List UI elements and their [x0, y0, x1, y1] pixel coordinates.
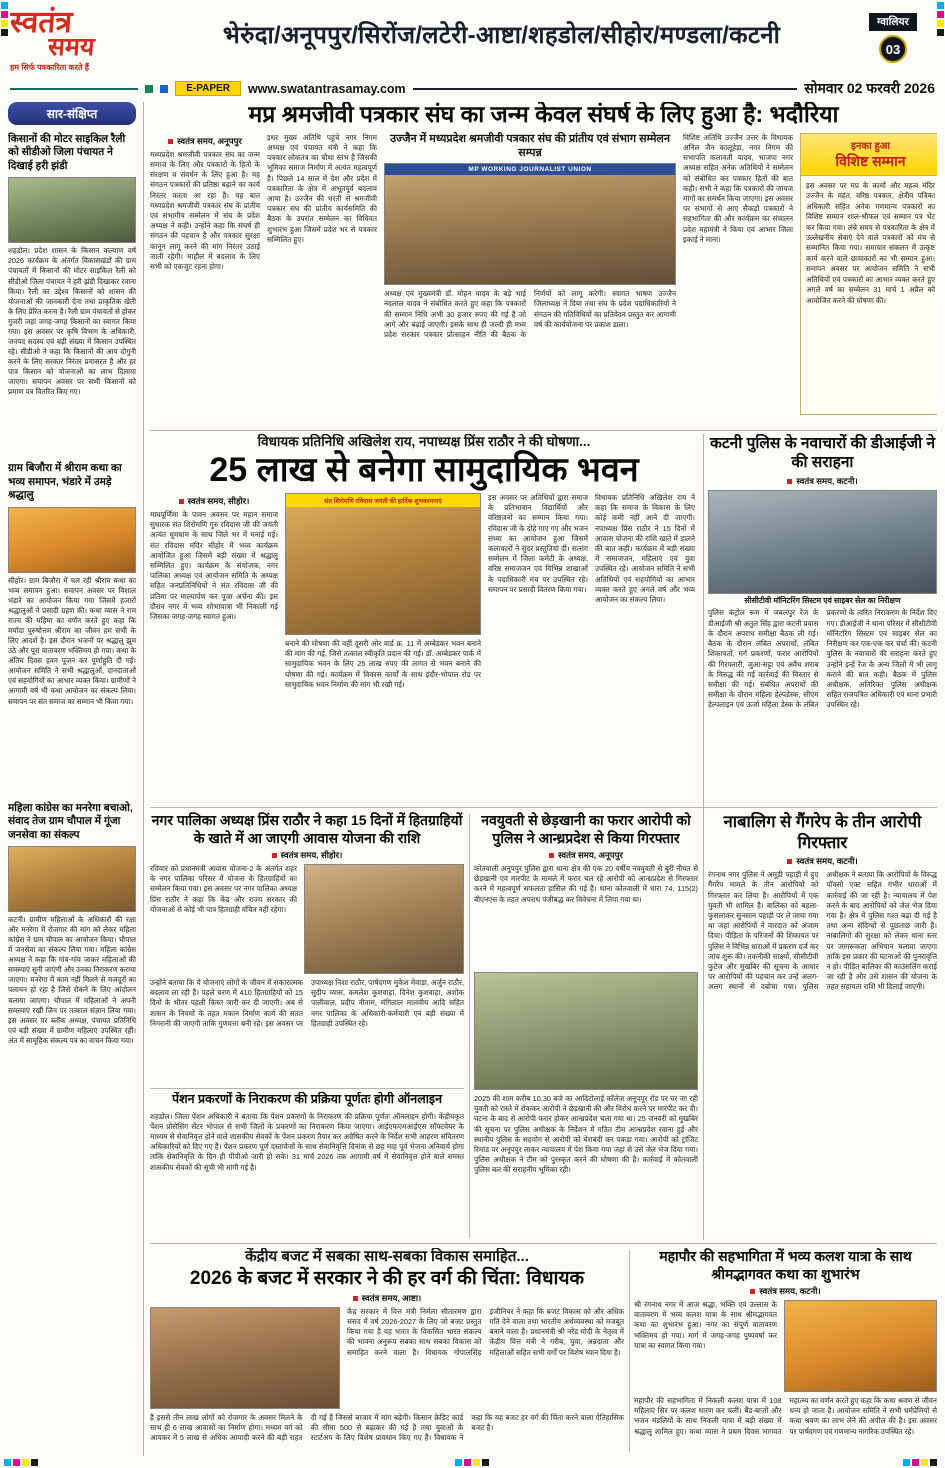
honour-box [800, 133, 937, 415]
article-photo [708, 490, 937, 594]
byline-marker-icon [272, 853, 277, 858]
sidebar-title: सार-संक्षिप्त [8, 102, 136, 125]
byline [150, 850, 464, 861]
article-photo [474, 972, 698, 1090]
article-photo [384, 163, 676, 285]
photo-banner: MP WORKING JOURNALIST UNION [385, 164, 675, 175]
article-headline: 2026 के बजट में सरकार ने की हर वर्ग की चिंता: विधायक [189, 1268, 585, 1289]
article-kalash-yatra [634, 1248, 937, 1454]
article-kicker: विधायक प्रतिनिधि अखिलेश राय, नपाध्यक्ष प्रिंस राठौर ने की घोषणा... [257, 434, 591, 449]
brief-photo [8, 846, 136, 912]
article-subhead: उज्जैन में मध्यप्रदेश श्रमजीवी पत्रकार संघ की प्रांतीय एवं संभाग सम्मेलन सम्पन्न [390, 132, 670, 159]
article-column [683, 133, 793, 415]
article-center-column [384, 133, 676, 415]
edition-label: ग्वालियर [869, 13, 917, 31]
byline-text: स्वतंत्र समय, आष्टा। [361, 1292, 422, 1303]
article-headline: कटनी पुलिस के नवाचारों की डीआईजी ने की सराहना [709, 435, 936, 472]
registration-marks-bottom-left [4, 1459, 38, 1466]
byline-marker-icon [750, 1289, 755, 1294]
logo-tagline: हम सिर्फ पत्रकारिता करते हैं [10, 63, 89, 72]
article-headline: नवयुवती से छेड़खानी का फरार आरोपी को पुलिस ने आन्ध्रप्रदेश से किया गिरफ्तार [481, 812, 691, 846]
rule-line-left [10, 88, 138, 90]
byline-text: स्वतंत्र समय, कटनी। [759, 1286, 821, 1296]
article-body: शहडोल। जिला पेंशन अधिकारी ने बताया कि पेंशन प्रकरणों के निराकरण की प्रक्रिया पूर्णतः ऑनलाइन होगी। केंद्रीयकृत पेंशन प्रोसेसिंग सेंटर भोपाल से सभी जिलों के प्रकरणों का निराकरण किया जाएगा। आईएफएमआईएस सॉफ्टवेयर के माध्यम से सेवानिवृत्त होने वाले शासकीय सेवकों के पेंशन प्रकरण तैयार कर अग्रेषित करने के निर्देश सभी आहरण संवितरण अधिकारियों को दिए गए हैं। पेंशन प्रकरण पूर्ण दस्तावेजों के साथ सेवानिवृत्ति दिनांक से छह माह पूर्व भेजना अनिवार्य होगा ताकि सेवानिवृत्ति के दिन ही पीपीओ जारी हो सके। 31 मार्च 2026 तक आगामी वर्ष में सेवानिवृत्त होने वाले समस्त शासकीय सेवकों की सूची भी मांगी गई है। [150, 1111, 464, 1172]
byline [634, 1286, 937, 1297]
article-paragraph: मध्यप्रदेश श्रमजीवी पत्रकार संघ का जन्म समाज के लिए और पत्रकारों के हितों के संरक्षण व संवर्धन के लिए हुआ है। यह संगठन पत्रकारों की प्रतिष्ठा बढ़ाने का कार्य निरंतर करता आ रहा है। यह बात मध्यप्रदेश श्रमजीवी पत्रकार संघ के प्रांतीय एवं संभागीय सम्मेलन में संघ के प्रदेश अध्यक्ष ने कही। उन्होंने कहा कि संघर्ष ही संगठन की पहचान है और पत्रकार सुरक्षा कानून लागू करने की मांग निरंतर उठाई जाती रहेगी। माहौल में बदलाव के लिए सभी को एकजुट रहना होगा। [150, 149, 260, 271]
article-gangrape-arrest [708, 812, 937, 1238]
byline [708, 856, 937, 867]
vertical-divider [469, 814, 470, 1238]
photo-caption: सीसीटीवी मॉनिटरिंग सिस्टम एवं साइबर सेल का निरीक्षण [744, 595, 901, 605]
article-body: पुलिस कंट्रोल रूम में जबलपुर रेंज के डीआईजी श्री अतुल सिंह द्वारा कटनी प्रवास के दौरान अपराध समीक्षा बैठक ली गई। बैठक के दौरान लंबित अपराधों, लंबित शिकायतों, मर्ग प्रकरणों, फरार आरोपियों की गिरफ्तारी, जुआ-सट्टा एवं अवैध शराब के विरुद्ध की गई कार्रवाई की विस्तार से समीक्षा की गई। संबंधित अपराधों की समीक्षा के दौरान महिला हेल्पडेस्क, सीएम हेल्पलाइन एवं ऊर्जा महिला डेस्क के लंबित प्रकरणों के त्वरित निराकरण के निर्देश दिए गए। डीआईजी ने थाना परिसर में सीसीटीवी मॉनिटरिंग सिस्टम एवं साइबर सेल का निरीक्षण कर एक-एक कर चर्चा की। कटनी पुलिस के नवाचारों की सराहना करते हुए उन्होंने इन्हें रेंज के अन्य जिलों में भी लागू कराने की बात कही। बैठक में पुलिस अधीक्षक, अतिरिक्त पुलिस अधीक्षक सहित राजपत्रित अधिकारी एवं थाना प्रभारी उपस्थित रहे। [708, 608, 937, 710]
honour-title-small: इनका हुआ [850, 140, 891, 152]
website-link[interactable]: www.swatantrasamay.com [247, 81, 406, 96]
brief-body: शहडोल। प्रदेश शासन के किसान कल्याण वर्ष 2026 कार्यक्रम के अंतर्गत विकासखंडों की ग्राम पंचायतों में किसानों की मोटर साइकिल रैली को सीडीओ जिला पंचायत ने हरी झंडी दिखाकर रवाना किया। रैली का उद्देश्य किसानों को शासन की योजनाओं की जानकारी देना तथा प्राकृतिक खेती के लिए प्रेरित करना है। रैली ग्राम पंचायतों से होकर गुजरी जहां जगह-जगह किसानों का स्वागत किया गया। इस अवसर पर कृषि विभाग के अधिकारी, जनपद सदस्य एवं बड़ी संख्या में किसान उपस्थित रहे। सीडीओ ने कहा कि किसानों की आय दोगुनी करने के लिए सरकार निरंतर प्रयासरत है और हर पात्र किसान को योजनाओं का लाभ दिलाया जाएगा। समापन अवसर पर सभी किसानों को प्रमाण पत्र वितरित किए गए। [8, 246, 136, 397]
edition-block [851, 8, 935, 63]
byline [150, 1293, 624, 1304]
newspaper-logo [10, 8, 152, 72]
article-paragraph: अध्यक्ष एवं मुख्यमंत्री डॉ. मोहन यादव के बड़े भाई नंदलाल यादव ने संबोधित करते हुए कहा कि पत्रकारों की सम्मान निधि अभी 30 हजार रुपए की गई है जो आगे और बढ़ाई जाएगी। इसके साथ ही जल्दी ही मध्य प्रदेश सरकार पत्रकार प्रोत्साहन नीति की बैठक के निर्णयों को लागू करेगी। स्वागत भाषण उज्जैन जिलाध्यक्ष ने दिया तथा संघ के प्रदेश पदाधिकारियों ने संगठन की गतिविधियों का प्रतिवेदन प्रस्तुत कर आगामी वर्ष की कार्ययोजना पर प्रकाश डाला। [384, 289, 676, 340]
byline [708, 476, 937, 487]
article-kicker: केंद्रीय बजट में सबका साथ-सबका विकास समाहित... [245, 1248, 529, 1265]
article-paragraph: इस अवसर पर अतिथियों द्वारा समाज के प्रतिभावान विद्यार्थियों और वरिष्ठजनों का सम्मान किया गया। रविदास जी के दोहे गाए गए और भजन संध्या का आयोजन हुआ जिसमें कलाकारों ने सुंदर प्रस्तुतियां दीं। सत्संग सम्मेलन में जिला कमेटी के अध्यक्ष, वरिष्ठ समाजजन एवं विभिन्न शाखाओं के पदाधिकारी मंच पर उपस्थित रहे। समापन पर प्रसादी वितरण किया गया। [488, 492, 588, 594]
byline-text: स्वतंत्र समय, कटनी। [796, 475, 858, 486]
byline [150, 496, 278, 507]
article-photo [285, 493, 481, 635]
brief-photo [8, 507, 136, 573]
article-headline: नाबालिग से गैंगरेप के तीन आरोपी गिरफ्तार [723, 813, 922, 852]
sidebar-briefs-column [8, 102, 144, 1456]
brief-photo [8, 177, 136, 243]
byline [150, 136, 260, 147]
byline-marker-icon [168, 139, 173, 144]
article-awas-yojana [150, 812, 464, 1082]
article-center-column [285, 493, 481, 789]
blue-square-icon [160, 85, 168, 93]
byline [474, 850, 698, 861]
edition-date: सोमवार 02 फरवरी 2026 [804, 80, 935, 96]
horizontal-divider [150, 1243, 937, 1244]
byline-text: स्वतंत्र समय, अनूपपुर [558, 850, 623, 860]
article-katni-police [708, 434, 937, 802]
byline-text: स्वतंत्र समय, सीहोर। [187, 495, 250, 506]
article-arrest-andhra [474, 812, 698, 1238]
article-paragraph: विधायक प्रतिनिधि अखिलेश राय ने कहा कि समाज के विकास के लिए कोई कमी नहीं आने दी जाएगी। नपाध्यक्ष प्रिंस राठौर ने 15 दिनों में आवास योजना की राशि खाते में डालने की बात कही। कार्यक्रम में बड़ी संख्या में समाजजन, महिलाएं एवं युवा उपस्थित रहे। आयोजन समिति ने सभी अतिथियों एवं सहयोगियों का आभार व्यक्त करते हुए अगले वर्ष और भव्य आयोजन का संकल्प लिया। [595, 492, 695, 604]
byline-marker-icon [787, 859, 792, 864]
article-headline: नगर पालिका अध्यक्ष प्रिंस राठौर ने कहा 15 दिनों में हितग्राहियों के खाते में आ जाएगी आवास योजना की राशि [151, 812, 463, 846]
byline-marker-icon [787, 479, 792, 484]
article-paragraph: कोतवाली अनूपपुर पुलिस द्वारा थाना क्षेत्र की एक 20 वर्षीय नवयुवती से बुरी नीयत से छेड़खानी एवं मारपीट के मामले में फरार चल रहे आरोपी को आन्ध्रप्रदेश से गिरफ्तार करने में महत्वपूर्ण सफलता हासिल की गई है। थाना कोतवाली में धारा 74, 115(2) बीएनएस के तहत अपराध पंजीबद्ध कर विवेचना में लिया गया था। [474, 864, 698, 904]
article-column [488, 493, 588, 789]
article-paragraph: बनाने की घोषणा की वहीं दूसरी ओर वार्ड क्र. 11 में अम्बेडकर भवन बनाने की मांग की गई, जिसे तत्काल स्वीकृति प्रदान की गई। डॉ. अम्बेडकर पार्क में सामुदायिक भवन के लिए 25 लाख रुपए की लागत से भवन बनाने की घोषणा की गई। कार्यक्रम में विकास कार्यों के साथ इंदौर-भोपाल रोड पर सामुदायिक भवन निर्माण की मांग भी रखी गई। [285, 638, 481, 689]
byline-marker-icon [353, 1296, 358, 1301]
horizontal-divider [150, 807, 937, 808]
article-column [150, 133, 260, 415]
brief-item [8, 133, 136, 454]
article-paragraph: माघपूर्णिमा के पावन अवसर पर महान समाज सुधारक संत शिरोमणि गुरु रविदास जी की जयंती अत्यंत धूमधाम के साथ जिले भर में मनाई गई। संत रविदास मंदिर सीहोर में भव्य कार्यक्रम आयोजित हुआ जिसमें बड़ी संख्या में श्रद्धालु सम्मिलित हुए। कार्यक्रम के संयोजक, नगर पालिका अध्यक्ष एवं आयोजन समिति के अध्यक्ष सहित जनप्रतिनिधियों ने संत रविदास जी की प्रतिमा पर माल्यार्पण कर पूजा अर्चना की। इस दौरान नगर में भव्य शोभायात्रा भी निकाली गई जिसका जगह-जगह स्वागत हुआ। [150, 509, 278, 621]
article-paragraph: 2025 की शाम करीब 10.30 बजे का आदिटोलाई कॉलेज अनूपपुर रोड पर घर जा रही युवती को रास्ते में रोककर आरोपी ने छेड़खानी की और विरोध करने पर मारपीट कर दी। घटना के बाद से आरोपी फरार होकर आन्ध्रप्रदेश चला गया था। 25 जनवरी को मुखबिर की सूचना पर पुलिस अधीक्षक के निर्देशन में गठित टीम आन्ध्रप्रदेश रवाना हुई और स्थानीय पुलिस के सहयोग से आरोपी को घेराबंदी कर पकड़ा गया। आरोपी को ट्रांजिट रिमांड पर अनूपपुर लाकर न्यायालय में पेश किया गया जहां से उसे जेल भेज दिया गया। पुलिस अधीक्षक ने टीम को पुरस्कृत करने की घोषणा की है। कार्रवाई में कोतवाली पुलिस बल की सराहनीय भूमिका रही। [474, 1094, 698, 1175]
brief-body: सीहोर। ग्राम बिजौरा में चल रही श्रीराम कथा का भव्य समापन हुआ। समापन अवसर पर विशाल भंडारे का आयोजन किया गया जिसमें हजारों श्रद्धालुओं ने प्रसादी ग्रहण की। कथा व्यास ने राम राज्य की महिमा का वर्णन करते हुए कहा कि मर्यादा पुरुषोत्तम श्रीराम का जीवन हम सभी के लिए आदर्श है। इस दौरान भजनों पर श्रद्धालु झूम उठे और पूरा वातावरण भक्तिमय हो गया। कथा के अंतिम दिवस हवन पूजन कर पूर्णाहुति दी गई। आयोजन समिति ने सभी श्रद्धालुओं, दानदाताओं एवं सहयोगियों का आभार व्यक्त किया। ग्रामीणों ने आगामी वर्ष भी कथा आयोजन का संकल्प लिया। समापन पर संत समाज का सम्मान भी किया गया। [8, 575, 136, 706]
article-paragraph: विशिष्ट अतिथि उज्जैन उत्तर के विधायक अनिल जैन कालूहेड़ा, नगर निगम की सभापति कलावती यादव, भाजपा नगर अध्यक्ष सहित अनेक अतिथियों ने सम्मेलन को संबोधित कर पत्रकार हितों की बात कही। सभी ने कहा कि पत्रकारों की जायज मांगों का समर्थन किया जाएगा। इस अवसर पर संभागों से आए सैकड़ों पत्रकारों ने सहभागिता की और कार्यक्रम का संचालन प्रदेश महामंत्री ने किया एवं आभार जिला इकाई ने माना। [683, 132, 793, 244]
brief-body: कटनी। ग्रामीण महिलाओं के अधिकारों की रक्षा और मनरेगा में रोजगार की मांग को लेकर महिला कांग्रेस ने ग्राम चौपाल का आयोजन किया। चौपाल में जनसेवा का संकल्प लिया गया। महिला कांग्रेस अध्यक्ष ने कहा कि गांव-गांव जाकर महिलाओं की समस्याएं सुनी जाएंगी और उनका निराकरण कराया जाएगा। मनरेगा में काम नहीं मिलने से मजदूरों का पलायन हो रहा है जिसे रोकने के लिए आंदोलन चलाया जाएगा। चौपाल में महिलाओं ने अपनी समस्याएं रखीं जिन पर तत्काल संज्ञान लिया गया। इस अवसर पर ब्लॉक अध्यक्ष, पंचायत प्रतिनिधि एवं बड़ी संख्या में ग्रामीण महिलाएं उपस्थित रहीं। अंत में सामूहिक संकल्प पत्र का वाचन किया गया। [8, 914, 136, 1045]
article-paragraph: इधर मुख्य अतिथि पहुंचे नगर निगम अध्यक्ष एवं पंचायत मंत्री ने कहा कि पत्रकार लोकतंत्र का चौथा स्तंभ है जिसकी भूमिका समाज निर्माण में अत्यंत महत्वपूर्ण है। पिछले 14 साल में देश और प्रदेश में पत्रकारिता के क्षेत्र में अभूतपूर्व बदलाव आया है। उज्जैन की धरती से श्रमजीवी पत्रकार संघ की प्रांतीय कार्यसमिति की बैठक के उपरांत सम्मेलन का विधिवत शुभारंभ हुआ जिसमें प्रदेश भर से पत्रकार सम्मिलित हुए। [267, 132, 377, 244]
registration-marks-top-left [1, 2, 8, 36]
article-paragraph: रविवार को प्रधानमंत्री आवास योजना-2 के अंतर्गत शहर के नगर पालिका परिसर में योजना के हितग्राहियों का सम्मेलन किया गया। इस अवसर पर नगर पालिका अध्यक्ष प्रिंस राठौर ने कहा कि केंद्र और राज्य सरकार की योजनाओं से कोई भी पात्र हितग्राही वंचित नहीं रहेगा। [150, 864, 297, 914]
brief-item [8, 802, 136, 1456]
honour-box-body: इस अवसर पर मप्र के कामों और महत्व मंदिर उज्जैन के महंत, वरिष्ठ पत्रकार, क्षेत्रीय पत्रिका अधिकारी सहित अनेक गणमान्य पत्रकारों का विशिष्ट सम्मान शाल-श्रीफल एवं सम्मान पत्र भेंट कर किया गया। लंबे समय से पत्रकारिता के क्षेत्र में उल्लेखनीय सेवाएं देने वाले पत्रकारों को मंच से सम्मानित किया गया। समाचार संकलन में उत्कृष्ट कार्य करने वाले छायाकारों का भी सम्मान हुआ। समापन अवसर पर आयोजन समिति ने सभी अतिथियों एवं पत्रकारों का आभार व्यक्त करते हुए अगले वर्ष का सम्मेलन 31 मार्च 1 अप्रैल को आयोजित करने की घोषणा की। [806, 180, 935, 305]
byline-text: स्वतंत्र समय, कटनी। [796, 856, 858, 867]
brief-headline: महिला कांग्रेस का मनरेगा बचाओ, संवाद तेज ग्राम चौपाल में गूंजा जनसेवा का संकल्प [8, 801, 133, 841]
brief-item [8, 462, 136, 793]
article-headline: 25 लाख से बनेगा सामुदायिक भवन [209, 451, 639, 490]
article-budget [150, 1248, 624, 1454]
article-community-hall [150, 434, 698, 802]
byline-text: स्वतंत्र समय, सीहोर। [280, 850, 343, 860]
article-headline: पेंशन प्रकरणों के निराकरण की प्रक्रिया पूर्णतः होगी ऑनलाइन [171, 1092, 443, 1106]
article-column [150, 493, 278, 789]
article-paragraph: उन्होंने बताया कि ये योजनाएं लोगों के जीवन में सकारात्मक बदलाव ला रही हैं। पहले चरण में 410 हितग्राहियों को 15 दिनों के भीतर पहली किस्त जारी कर दी जाएगी। अब से शासन के नियमों के तहत मकान निर्माण कार्य की सतत निगरानी की जाएगी ताकि गुणवत्ता बनी रहे। इस अवसर पर उपाध्यक्ष निशा राठौर, पार्षदगण मुकेश मेवाड़ा, अर्जुन राठौर, सुदीप व्यास, कमलेश कुशवाहा, दिनेश कुशवाहा, अशोक पालीवाल, प्रदीप नीताम, मंगिलाल मालवीय आदि सहित नगर पालिका के अधिकारी-कर्मचारी एवं बड़ी संख्या में हितग्राही उपस्थित रहे। [150, 978, 464, 1028]
vertical-divider [629, 1250, 630, 1452]
page-number-badge: 03 [879, 35, 907, 63]
brief-headline: ग्राम बिजौरा में श्रीराम कथा का भव्य समापन, भंडारे में उमड़े श्रद्धालु [8, 462, 122, 502]
logo-line2: समय [47, 33, 96, 61]
article-pension-online [150, 1092, 464, 1238]
article-column [595, 493, 695, 789]
header-rule [10, 79, 935, 98]
brief-headline: किसानों की मोटर साइकिल रैली को सीडीओ जिला पंचायत ने दिखाई हरी झंडी [8, 133, 126, 172]
honour-box-header [801, 134, 937, 176]
article-body: रंगनाथ नगर पुलिस ने अमूड़ी पहाड़ी में हुए गैंगरेप मामले के तीन आरोपियों को गिरफ्तार कर लिया है। आरोपियों में एक युवती भी शामिल है। बालिका को बहला-फुसलाकर सुनसान पहाड़ी पर ले जाया गया था जहां आरोपियों ने वारदात को अंजाम दिया। पीड़िता के परिजनों की शिकायत पर पुलिस ने विभिन्न धाराओं में प्रकरण दर्ज कर जांच शुरू की। तकनीकी साक्ष्यों, सीसीटीवी फुटेज और मुखबिर की सूचना के आधार पर आरोपियों की पहचान कर उन्हें अलग-अलग स्थानों से दबोचा गया। पुलिस अधीक्षक ने बताया कि आरोपियों के विरुद्ध पॉक्सो एक्ट सहित गंभीर धाराओं में कार्रवाई की जा रही है। न्यायालय में पेश करने के बाद आरोपियों को जेल भेज दिया गया है। क्षेत्र में पुलिस गश्त बढ़ा दी गई है तथा अन्य संदिग्धों से पूछताछ जारी है। नाबालिगों की सुरक्षा को लेकर थाना स्तर पर जागरूकता अभियान चलाया जाएगा ताकि इस प्रकार की घटनाओं की पुनरावृत्ति न हो। पीड़ित बालिका की काउंसलिंग कराई जा रही है और उसे शासन की योजना के तहत सहायता राशि भी दिलाई जाएगी। [708, 870, 937, 992]
registration-marks-top-right [937, 2, 944, 36]
registration-marks-bottom-right [903, 1459, 937, 1466]
article-paragraph: महापौर की सहभागिता में निकली कलश यात्रा में 108 महिलाएं सिर पर कलश धारण कर चलीं। बैंड-बाजों और भजन मंडलियों के साथ निकली यात्रा में बड़ी संख्या में श्रद्धालु शामिल हुए। कथा व्यास ने प्रथम दिवस भागवत महात्म्य का वर्णन करते हुए कहा कि कथा श्रवण से जीवन धन्य हो जाता है। आयोजन समिति ने सभी धर्मप्रेमियों से कथा श्रवण का लाभ लेने की अपील की है। इस अवसर पर पार्षदगण एवं गणमान्य नागरिक उपस्थित रहे। [634, 1396, 937, 1436]
article-journalist-union [150, 102, 937, 426]
article-paragraph: है इससे तीन लाख लोगों को रोजगार के अवसर मिलने के साथ ही 6 लाख आवासों का निर्माण होगा। मध्यम वर्ग को आयकर में 5 लाख से अधिक आयादी करने की बड़ी राहत दी गई है जिससे बाजार में मांग बढ़ेगी। किसान क्रेडिट कार्ड की सीमा 500 से बढ़ाकर की गई है तथा युवाओं के स्टार्टअप के लिए विशेष प्रावधान किए गए हैं। विधायक ने कहा कि यह बजट हर वर्ग की चिंता करने वाला ऐतिहासिक बजट है। [150, 1412, 624, 1443]
photo-banner: संत शिरोमणि रविदास जयंती की हार्दिक शुभकामनाएं [286, 494, 480, 507]
rule-line-right [413, 88, 798, 90]
horizontal-divider [150, 430, 937, 431]
article-photo [784, 1300, 937, 1392]
byline-marker-icon [549, 853, 554, 858]
green-square-icon [145, 85, 153, 93]
article-paragraph: केंद्र सरकार में वित्त मंत्री निर्मला सीतारमण द्वारा संसद में वर्ष 2026-2027 के लिए जो बजट प्रस्तुत किया गया है वह भारत के विकसित भारत संकल्प की भावना अनुरूप सबका साथ सबका विकास को समाहित करने वाला है। विधायक गोपालसिंह इंजीनियर ने कहा कि बजट विकास को और अधिक गति देने वाला तथा भारतीय अर्थव्यवस्था को मजबूत बनाने वाला है। प्रधानमंत्री श्री नरेंद्र मोदी के नेतृत्व में केंद्रीय वित्त मंत्री ने गरीब, युवा, अन्नदाता और महिलाओं सहित सभी वर्गों पर विशेष ध्यान दिया है। [347, 1306, 624, 1357]
byline-text: स्वतंत्र समय, अनूपपुर [177, 135, 242, 146]
article-headline: महापौर की सहभागिता में भव्य कलश यात्रा के साथ श्रीमद्भागवत कथा का शुभारंभ [659, 1248, 912, 1282]
article-headline: मप्र श्रमजीवी पत्रकार संघ का जन्म केवल संघर्ष के लिए हुआ है: भदौरिया [248, 102, 839, 127]
article-photo [150, 1307, 340, 1409]
registration-marks-bottom-center [455, 1459, 489, 1466]
byline-marker-icon [179, 499, 184, 504]
vertical-divider [703, 434, 704, 1240]
epaper-badge[interactable]: E-PAPER [175, 81, 241, 96]
logo-line1: स्वतंत्र [8, 6, 74, 39]
honour-title-big: विशिष्ट सम्मान [835, 152, 906, 169]
article-paragraph: श्री रंगनाथ नगर में आज श्रद्धा, भक्ति एवं उल्लास के वातावरण में भव्य कलश यात्रा के साथ श्रीमद्भागवत कथा का शुभारंभ हुआ। नगर का संपूर्ण वातावरण भक्तिमय हो गया। मार्ग में जगह-जगह पुष्पवर्षा कर यात्रा का स्वागत किया गया। [634, 1300, 777, 1350]
edition-cities: भेरुंदा/अनूपपुर/सिरोंज/लटेरी-आष्टा/शहडोल/सीहोर/मण्डला/कटनी [222, 22, 781, 49]
article-photo [304, 864, 464, 974]
article-column [267, 133, 377, 415]
masthead [10, 8, 935, 98]
horizontal-divider [150, 1088, 464, 1089]
